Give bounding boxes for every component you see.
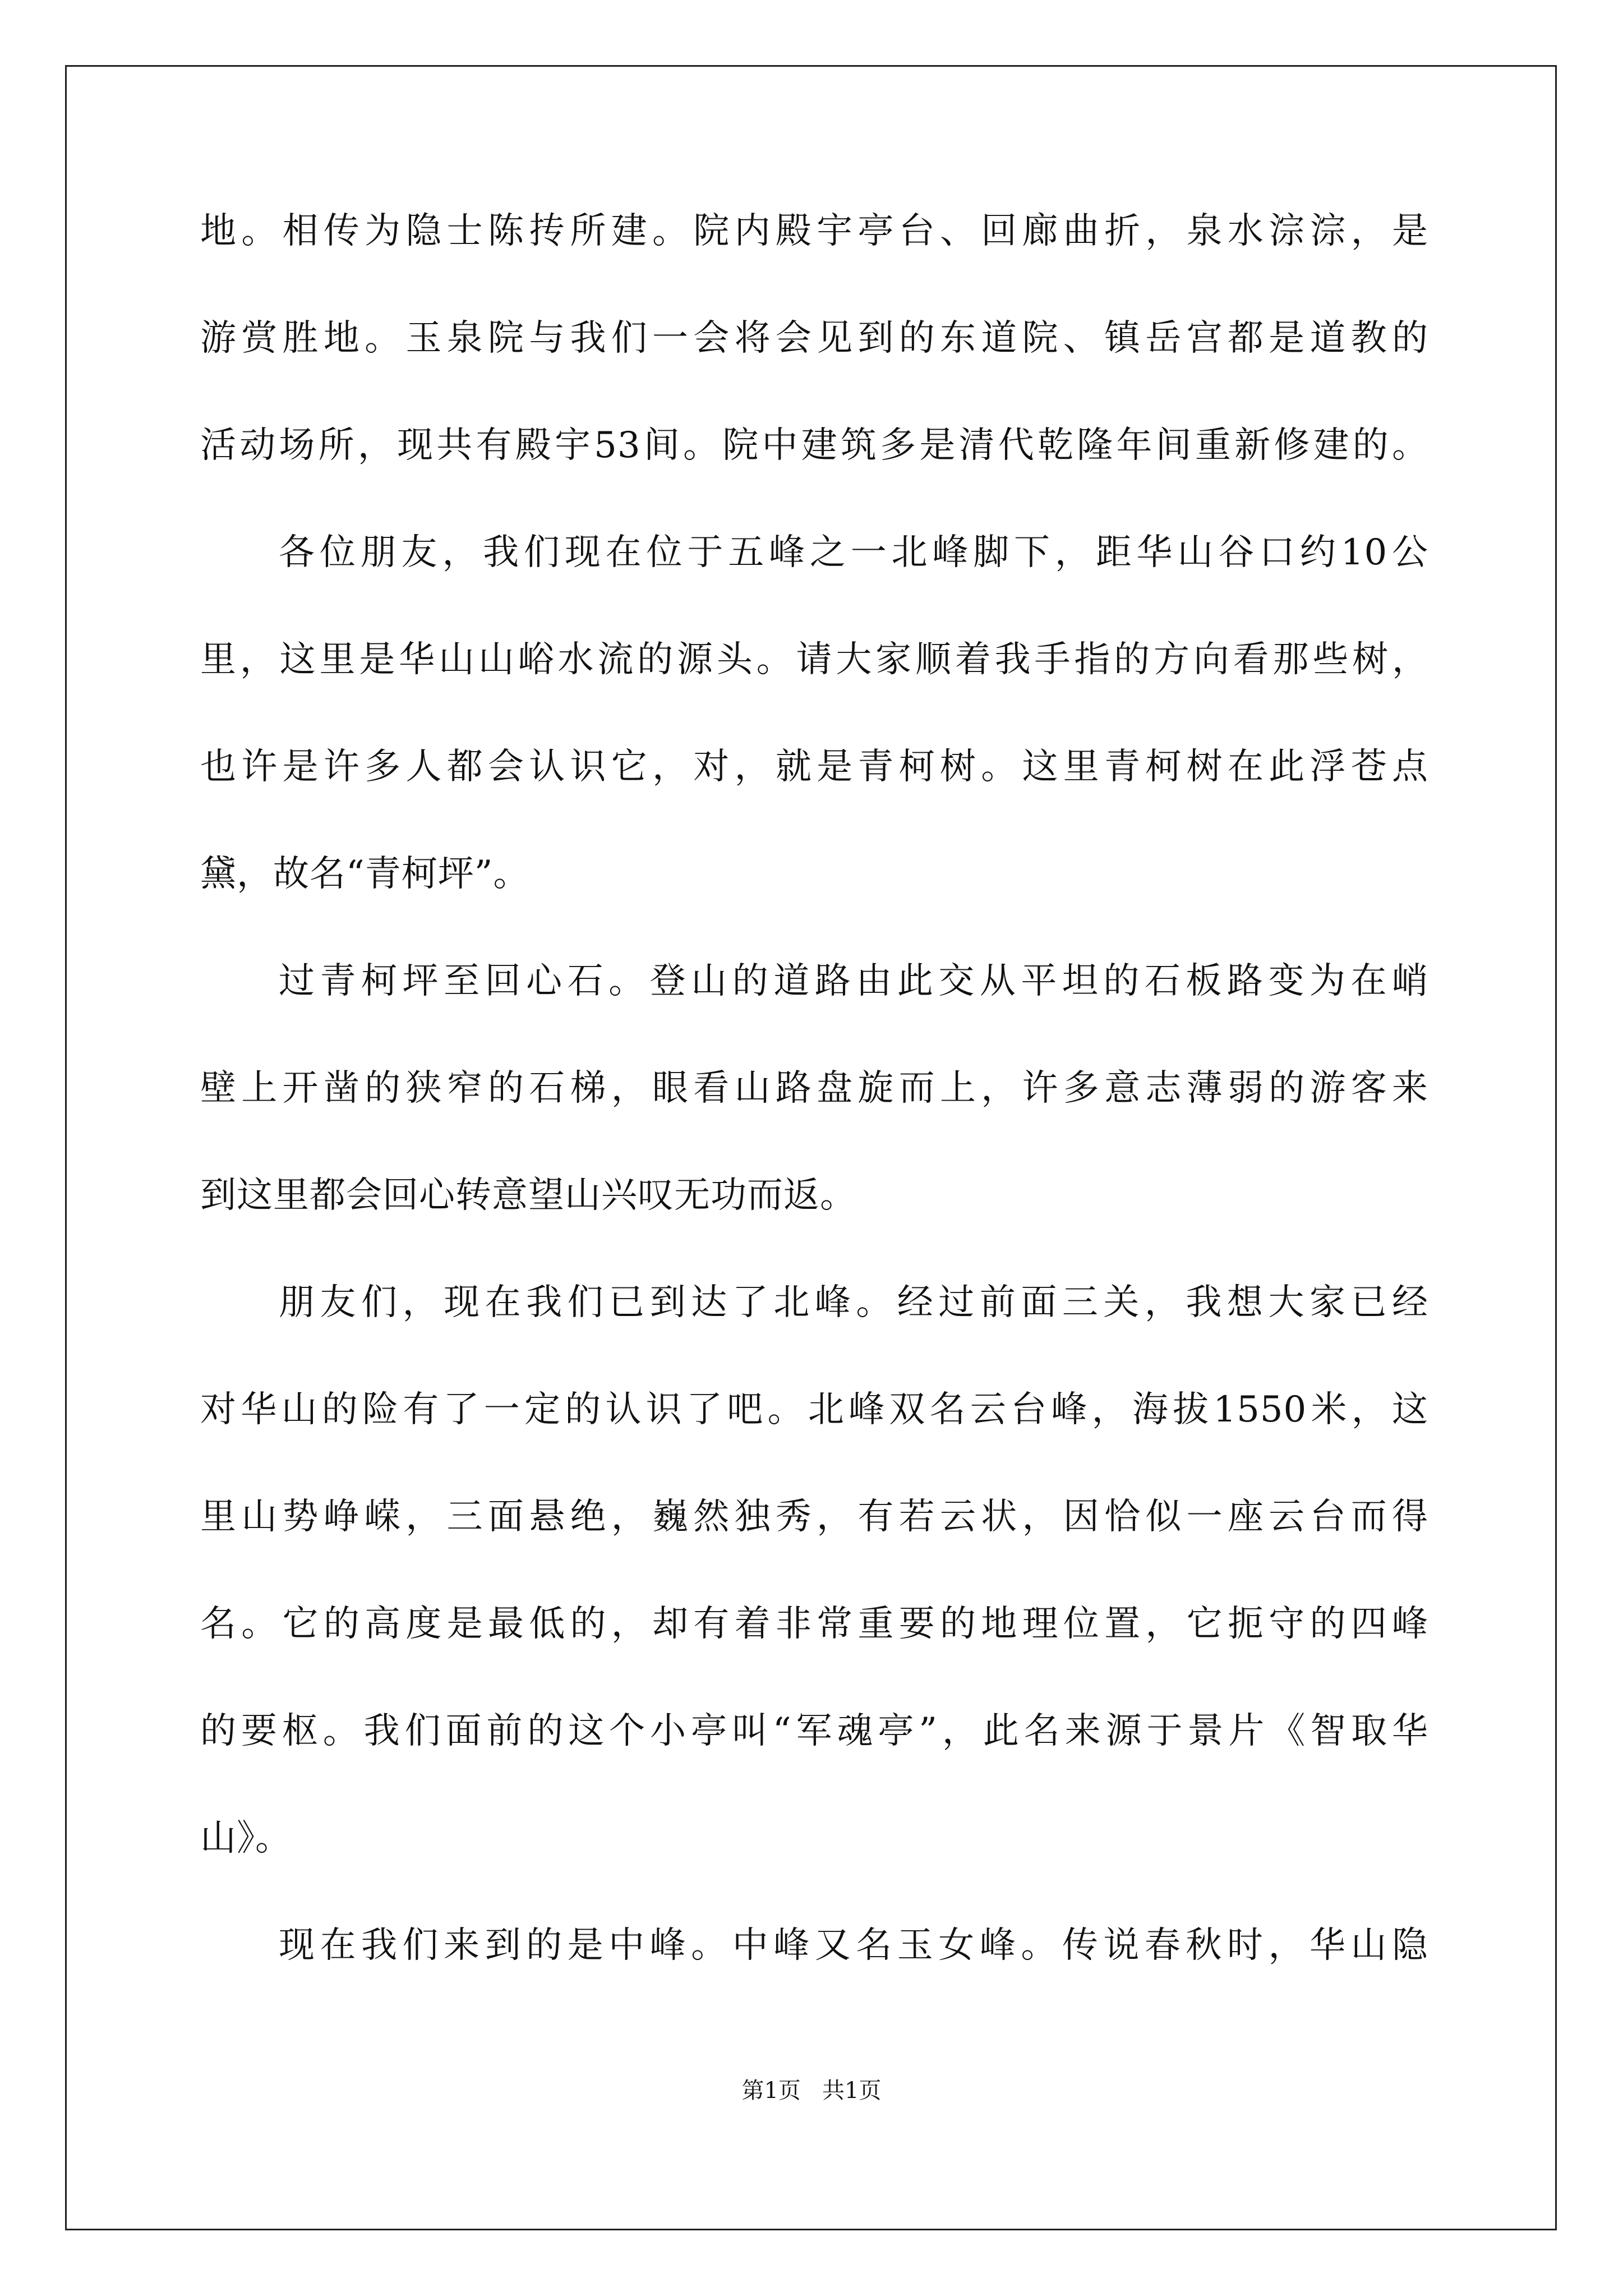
text-line: 的要枢。我们面前的这个小亭叫“军魂亭”，此名来源于景片《智取华 <box>200 1710 1428 1752</box>
text-line: 也许是许多人都会认识它，对，就是青柯树。这里青柯树在此浮苍点 <box>200 746 1428 788</box>
text-line: 山》。 <box>200 1818 292 1859</box>
text-line: 活动场所，现共有殿宇53间。院中建筑多是清代乾隆年间重新修建的。 <box>200 425 1428 466</box>
text-line: 名。它的高度是最低的，却有着非常重要的地理位置，它扼守的四峰 <box>200 1603 1428 1645</box>
text-line: 过青柯坪至回心石。登山的道路由此交从平坦的石板路变为在峭 <box>279 960 1428 1002</box>
text-line: 里，这里是华山山峪水流的源头。请大家顺着我手指的方向看那些树， <box>200 639 1428 680</box>
text-line: 地。相传为隐士陈抟所建。院内殿宇亭台、回廊曲折，泉水淙淙，是 <box>200 210 1428 252</box>
text-line: 壁上开凿的狭窄的石梯，眼看山路盘旋而上，许多意志薄弱的游客来 <box>200 1068 1428 1109</box>
text-line: 黛，故名“青柯坪”。 <box>200 853 530 895</box>
page-footer: 第1页 共1页 <box>741 2078 882 2104</box>
text-line: 对华山的险有了一定的认识了吧。北峰双名云台峰，海拔1550米，这 <box>200 1389 1428 1430</box>
text-line: 游赏胜地。玉泉院与我们一会将会见到的东道院、镇岳宫都是道教的 <box>200 318 1428 359</box>
text-line: 朋友们，现在我们已到达了北峰。经过前面三关，我想大家已经 <box>279 1282 1428 1323</box>
text-line: 各位朋友，我们现在位于五峰之一北峰脚下，距华山谷口约10公 <box>279 532 1428 573</box>
document-body <box>200 205 1428 1972</box>
text-line: 现在我们来到的是中峰。中峰又名玉女峰。传说春秋时，华山隐 <box>279 1925 1428 1966</box>
text-line: 到这里都会回心转意望山兴叹无功而返。 <box>200 1175 856 1216</box>
text-line: 里山势峥嵘，三面悬绝，巍然独秀，有若云状，因恰似一座云台而得 <box>200 1496 1428 1538</box>
